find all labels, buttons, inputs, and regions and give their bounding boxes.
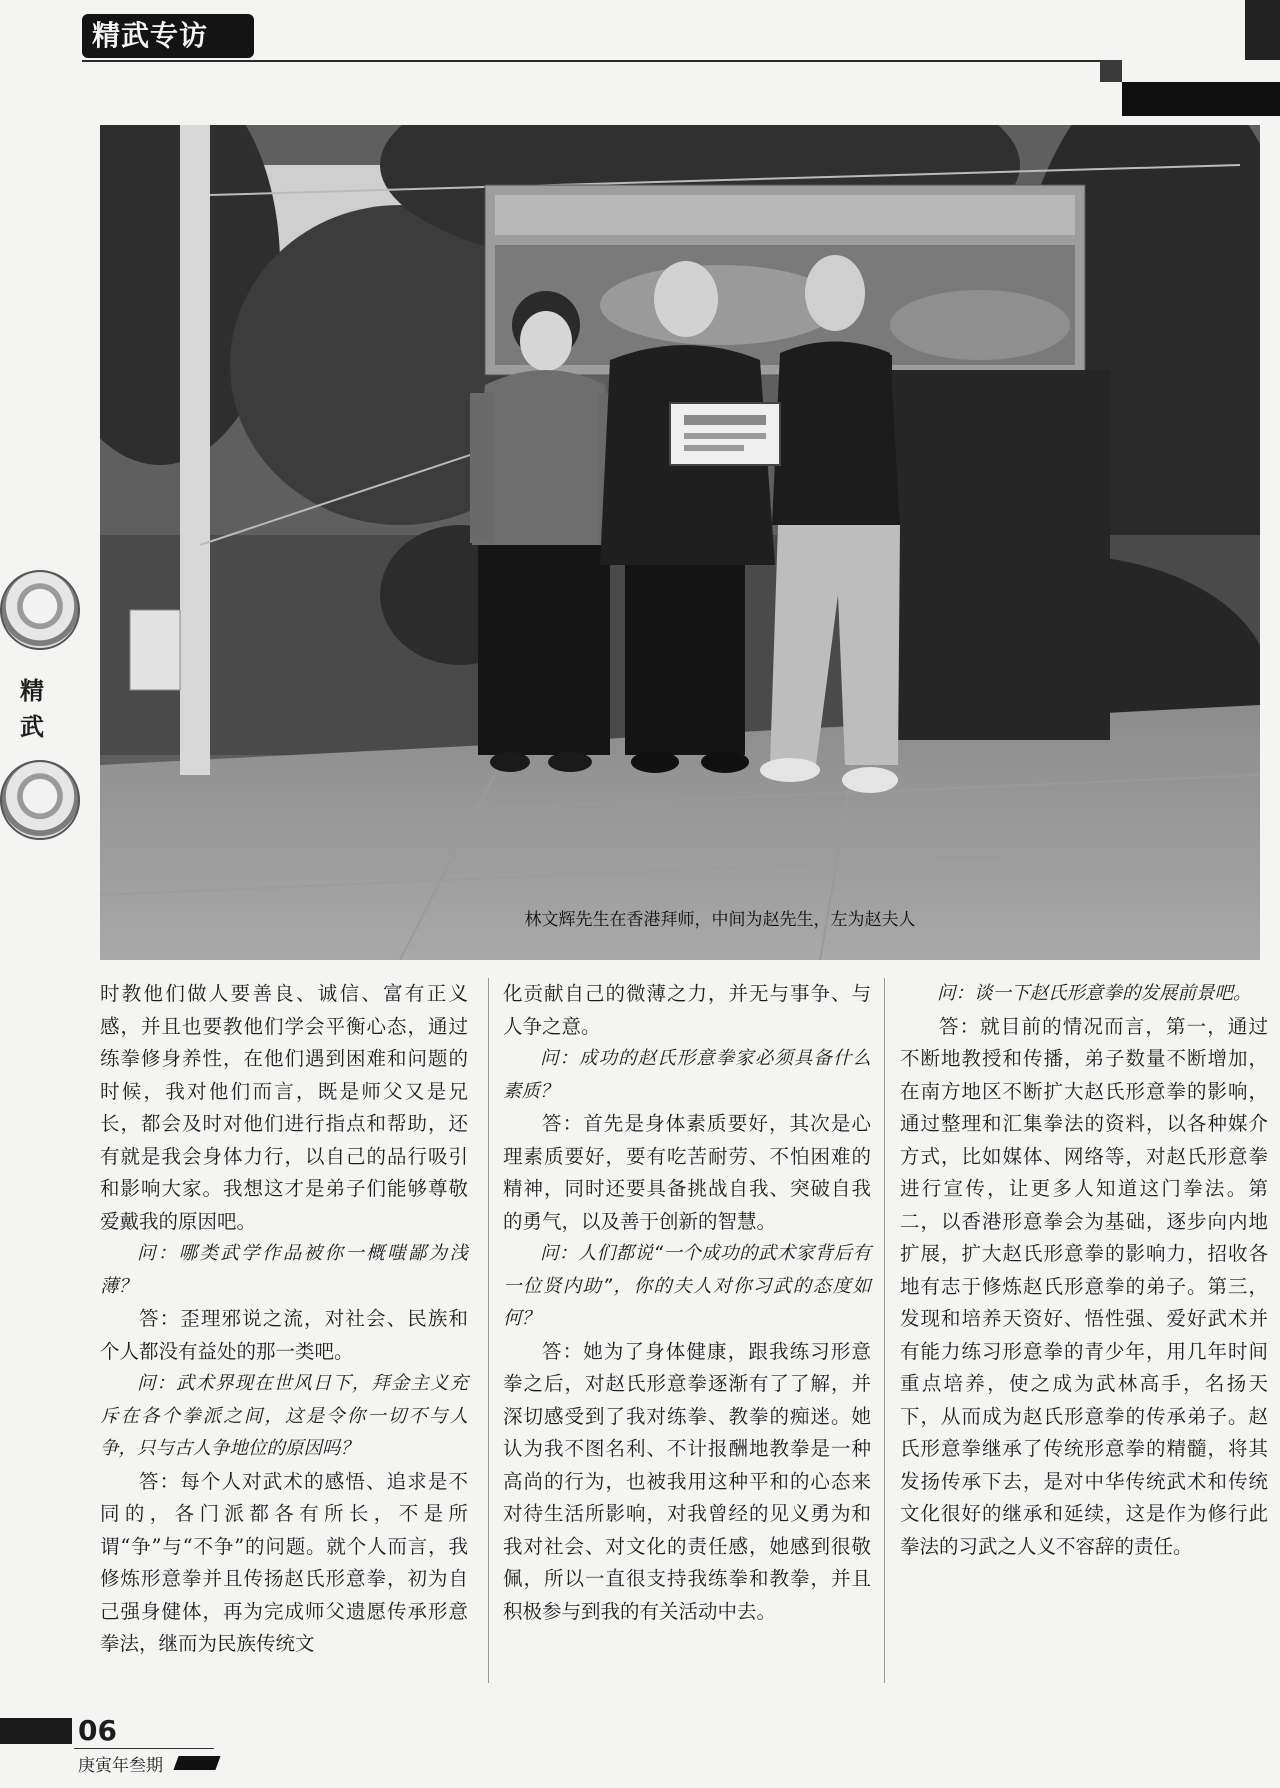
side-title-char: 武 — [20, 713, 44, 741]
issue-label: 庚寅年叁期 — [78, 1756, 163, 1776]
section-badge-label: 精武专访 — [92, 19, 209, 52]
answer: 答：首先是身体素质要好，其次是心理素质要好，要有吃苦耐劳、不怕困难的精神，同时还要具备挑战自我、突破自我的勇气，以及善于创新的智慧。 — [503, 1112, 871, 1233]
article-photo — [100, 125, 1260, 960]
corner-decoration — [1245, 0, 1280, 60]
section-badge — [82, 14, 254, 58]
answer: 答：歪理邪说之流，对社会、民族和个人都没有益处的那一类吧。 — [100, 1307, 468, 1363]
header-rule — [82, 60, 1112, 62]
column-divider — [884, 978, 885, 1683]
answer: 答：就目前的情况而言，第一，通过不断地教授和传播，弟子数量不断增加，在南方地区不断扩大赵氏形意拳的影响，通过整理和汇集拳法的资料，以各种媒介方式，比如媒体、网络等，对赵氏形意拳进行宣传，让更多人知道这门拳法。第二，以香港形意拳会为基础，逐步向内地扩展，扩大赵氏形意拳的影响力，招收各地有志于修炼赵氏形意拳的弟子。第三，发现和培养天资好、悟性强、爱好武术并有能力练习形意拳的青少年，用几年时间重点培养，使之成为武林高手，名扬天下，从而成为赵氏形意拳的传承弟子。赵氏形意拳继承了传统形意拳的精髓，将其发扬传承下去，是对中华传统武术和传统文化很好的继承和延续，这是作为修行此拳法的习武之人义不容辞的责任。 — [900, 1014, 1268, 1558]
column-divider — [488, 978, 489, 1683]
footer-rule — [74, 1748, 214, 1749]
corner-block — [1100, 60, 1122, 82]
question: 问：哪类武学作品被你一概嗤鄙为浅薄？ — [100, 1243, 468, 1297]
question: 问：谈一下赵氏形意拳的发展前景吧。 — [937, 983, 1252, 1004]
answer: 答：每个人对武术的感悟、追求是不同的，各门派都各有所长，不是所谓“争”与“不争”的问题。就个人而言，我修炼形意拳并且传扬赵氏形意拳，初为自己强身健体，再为完成师父遗愿传承形意拳法，继而为民族传统文 — [100, 1469, 468, 1655]
lion-medallion-icon — [0, 570, 80, 650]
article-column-2 — [503, 978, 871, 1628]
photo-illustration — [100, 125, 1260, 960]
paragraph: 化贡献自己的微薄之力，并无与事争、与人争之意。 — [503, 982, 871, 1038]
footer-bar — [0, 1718, 72, 1744]
article-column-3 — [900, 978, 1268, 1563]
footer-marks — [173, 1756, 220, 1770]
question: 问：成功的赵氏形意拳家必须具备什么素质？ — [503, 1048, 871, 1102]
paragraph: 时教他们做人要善良、诚信、富有正义感，并且也要教他们学会平衡心态，通过练拳修身养性，在他们遇到困难和问题的时候，我对他们而言，既是师父又是兄长，都会及时对他们进行指点和帮助，还有就是我会身体力行，以自己的品行吸引和影响大家。我想这才是弟子们能够尊敬爱戴我的原因吧。 — [100, 982, 468, 1233]
side-title — [14, 673, 50, 745]
question: 问：武术界现在世风日下，拜金主义充斥在各个拳派之间，这是令你一切不与人争，只与古人争地位的原因吗？ — [100, 1373, 468, 1459]
page-number: 06 — [78, 1714, 117, 1747]
photo-caption: 林文辉先生在香港拜师，中间为赵先生，左为赵夫人 — [524, 910, 916, 930]
article-column-1 — [100, 978, 468, 1661]
corner-band — [1122, 82, 1280, 116]
answer: 答：她为了身体健康，跟我练习形意拳之后，对赵氏形意拳逐渐有了了解，并深切感受到了我对练拳、教拳的痴迷。她认为我不图名利、不计报酬地教拳是一种高尚的行为，也被我用这种平和的心态来对待生活所影响，对我曾经的见义勇为和我对社会、对文化的责任感，她感到很敬佩，所以一直很支持我练拳和教拳，并且积极参与到我的有关活动中去。 — [503, 1339, 871, 1623]
lion-medallion-icon — [0, 760, 80, 840]
side-title-char: 精 — [20, 677, 44, 705]
question: 问：人们都说“一个成功的武术家背后有一位贤内助”，你的夫人对你习武的态度如何？ — [503, 1243, 871, 1329]
